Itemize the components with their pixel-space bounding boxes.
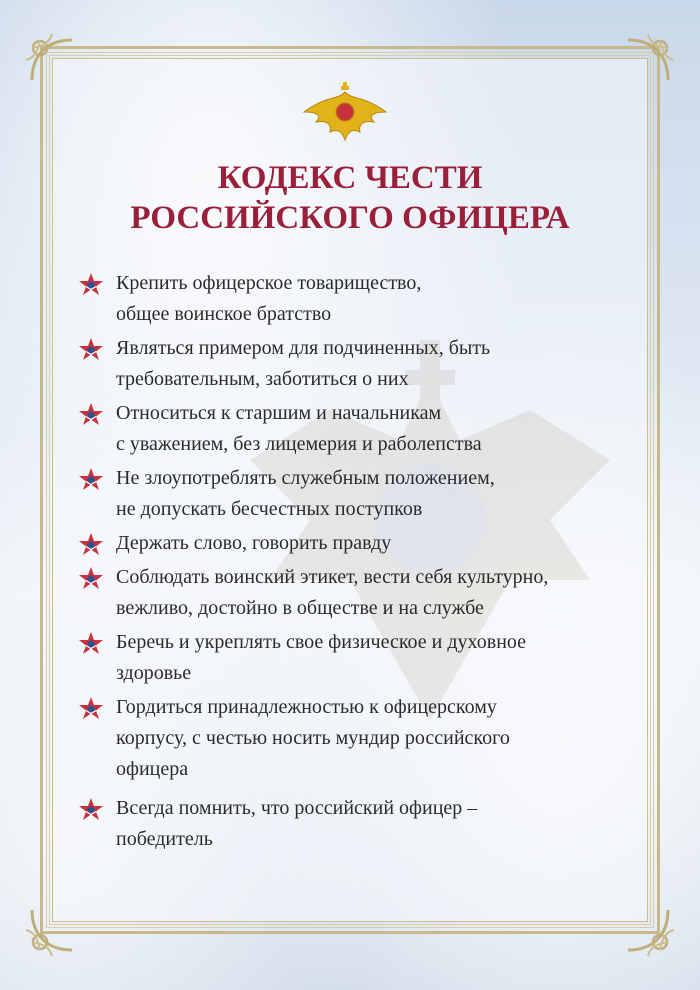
list-item-text: Крепить офицерское товарищество, общее воинское братство: [116, 272, 422, 325]
list-item: [78, 627, 638, 689]
list-item-text: Держать слово, говорить правду: [116, 532, 392, 554]
list-item: [78, 692, 638, 785]
star-icon: [78, 532, 104, 556]
frame-corner-ornament-icon: [22, 900, 82, 960]
code-of-honor-list: [78, 268, 638, 858]
list-item: [78, 398, 638, 460]
list-item-text: Соблюдать воинский этикет, вести себя культурно, вежливо, достойно в обществе и на службе: [116, 566, 549, 619]
star-icon: [78, 797, 104, 821]
frame-corner-ornament-icon: [22, 30, 82, 90]
list-item-text: Относиться к старшим и начальникам с уважением, без лицемерия и раболепства: [116, 402, 482, 455]
star-icon: [78, 696, 104, 720]
list-item-text: Беречь и укреплять свое физическое и духовное здоровье: [116, 631, 527, 684]
list-item-text: Являться примером для подчиненных, быть требовательным, заботиться о них: [116, 337, 491, 390]
star-icon: [78, 272, 104, 296]
frame-corner-ornament-icon: [618, 30, 678, 90]
star-icon: [78, 337, 104, 361]
double-headed-eagle-emblem-icon: [300, 82, 390, 144]
list-item-text: Гордиться принадлежностью к офицерскому корпусу, с честью носить мундир российского офицера: [116, 696, 510, 780]
frame-corner-ornament-icon: [618, 900, 678, 960]
list-item-text: Не злоупотреблять служебным положением, не допускать бесчестных поступков: [116, 467, 495, 520]
list-item-text: Всегда помнить, что российский офицер – победитель: [116, 797, 478, 850]
title-line-1: КОДЕКС ЧЕСТИ: [217, 160, 483, 196]
page-title: [60, 158, 640, 238]
star-icon: [78, 631, 104, 655]
star-icon: [78, 402, 104, 426]
star-icon: [78, 566, 104, 590]
list-item: [78, 268, 638, 330]
list-item: [78, 333, 638, 395]
title-line-2: РОССИЙСКОГО ОФИЦЕРА: [130, 200, 570, 236]
list-item: [78, 463, 638, 525]
list-item: [78, 793, 638, 855]
list-item: [78, 528, 638, 559]
star-icon: [78, 467, 104, 491]
list-item: [78, 562, 638, 624]
